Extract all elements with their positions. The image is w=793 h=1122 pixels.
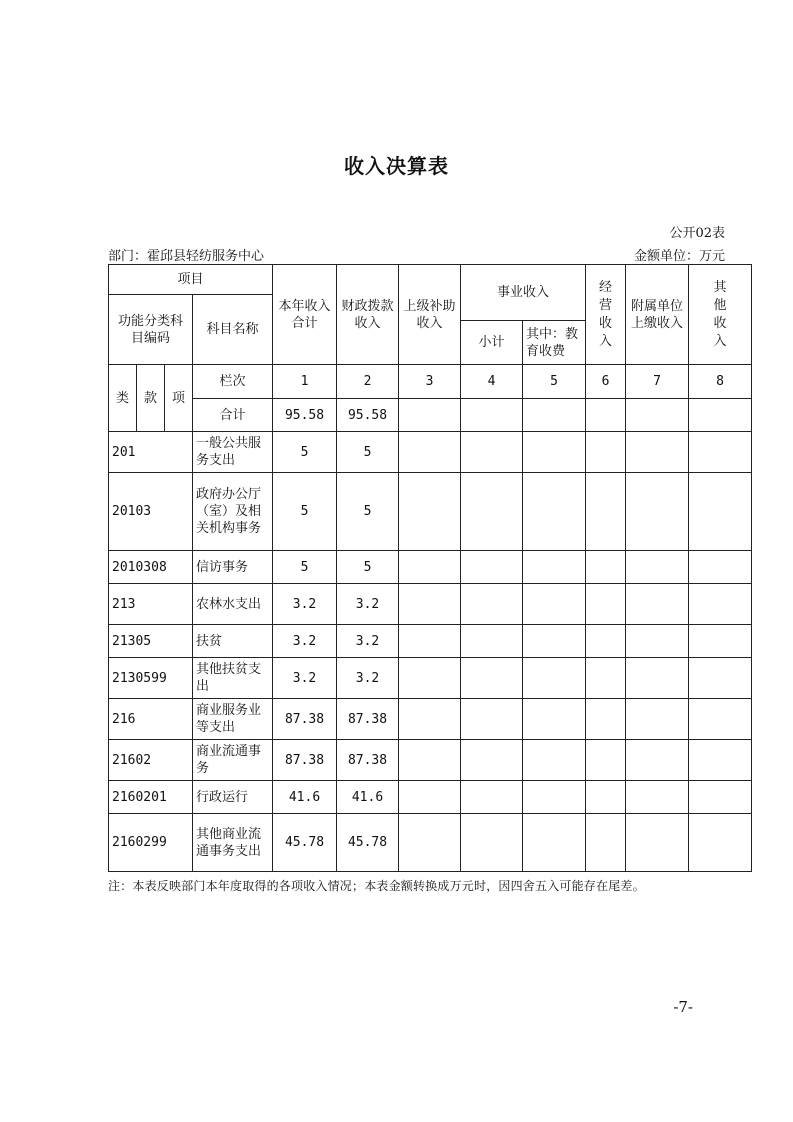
value-cell bbox=[586, 473, 626, 551]
value-cell bbox=[399, 658, 461, 699]
value-cell bbox=[399, 432, 461, 473]
table-row bbox=[109, 658, 752, 699]
total-label: 合计 bbox=[193, 399, 273, 432]
column-number: 5 bbox=[523, 365, 586, 399]
value-cell bbox=[689, 625, 752, 658]
value-cell: 3.2 bbox=[337, 625, 399, 658]
value-cell bbox=[626, 814, 689, 872]
value-cell bbox=[461, 432, 523, 473]
value-cell: 41.6 bbox=[337, 781, 399, 814]
value-cell: 45.78 bbox=[273, 814, 337, 872]
value-cell bbox=[689, 658, 752, 699]
value-cell: 87.38 bbox=[337, 699, 399, 740]
value-cell bbox=[586, 432, 626, 473]
header-kuan: 款 bbox=[137, 365, 165, 432]
value-cell bbox=[626, 473, 689, 551]
subject-name-cell: 商业流通事务 bbox=[193, 740, 273, 781]
column-number: 7 bbox=[626, 365, 689, 399]
value-cell: 5 bbox=[273, 473, 337, 551]
table-row bbox=[109, 551, 752, 584]
value-cell bbox=[523, 781, 586, 814]
table-row bbox=[109, 432, 752, 473]
value-cell bbox=[523, 699, 586, 740]
value-cell: 3.2 bbox=[273, 625, 337, 658]
column-number: 4 bbox=[461, 365, 523, 399]
value-cell bbox=[399, 699, 461, 740]
value-cell bbox=[586, 699, 626, 740]
table-row bbox=[109, 473, 752, 551]
value-cell: 5 bbox=[337, 551, 399, 584]
income-settlement-table bbox=[108, 264, 752, 872]
total-value bbox=[399, 399, 461, 432]
value-cell bbox=[626, 740, 689, 781]
value-cell bbox=[461, 740, 523, 781]
value-cell bbox=[689, 584, 752, 625]
value-cell bbox=[399, 584, 461, 625]
value-cell bbox=[461, 699, 523, 740]
doc-number: 公开02表 bbox=[669, 226, 725, 241]
table-row bbox=[109, 781, 752, 814]
value-cell bbox=[586, 781, 626, 814]
function-code-cell: 20103 bbox=[109, 473, 193, 551]
column-number: 3 bbox=[399, 365, 461, 399]
value-cell: 5 bbox=[273, 551, 337, 584]
subject-name-cell: 行政运行 bbox=[193, 781, 273, 814]
value-cell bbox=[689, 814, 752, 872]
value-cell bbox=[689, 432, 752, 473]
value-cell: 87.38 bbox=[273, 699, 337, 740]
value-cell bbox=[626, 658, 689, 699]
total-value bbox=[523, 399, 586, 432]
value-cell bbox=[523, 740, 586, 781]
value-cell bbox=[399, 473, 461, 551]
column-order-label: 栏次 bbox=[193, 365, 273, 399]
header-xiang: 项 bbox=[165, 365, 193, 432]
value-cell: 87.38 bbox=[337, 740, 399, 781]
value-cell bbox=[523, 814, 586, 872]
value-cell bbox=[399, 740, 461, 781]
page-number: -7- bbox=[673, 998, 693, 1016]
value-cell bbox=[689, 551, 752, 584]
total-value bbox=[689, 399, 752, 432]
value-cell bbox=[399, 625, 461, 658]
value-cell bbox=[626, 432, 689, 473]
value-cell: 45.78 bbox=[337, 814, 399, 872]
value-cell bbox=[523, 584, 586, 625]
value-cell bbox=[586, 584, 626, 625]
subject-name-cell: 其他扶贫支出 bbox=[193, 658, 273, 699]
table-row bbox=[109, 699, 752, 740]
header-total-income: 本年收入合计 bbox=[273, 265, 337, 365]
value-cell bbox=[461, 551, 523, 584]
value-cell bbox=[399, 814, 461, 872]
subject-name-cell: 扶贫 bbox=[193, 625, 273, 658]
header-operating-income: 经营收入 bbox=[586, 265, 626, 365]
table-row bbox=[109, 740, 752, 781]
value-cell bbox=[523, 625, 586, 658]
subject-name-cell: 政府办公厅（室）及相关机构事务 bbox=[193, 473, 273, 551]
function-code-cell: 21602 bbox=[109, 740, 193, 781]
table-row bbox=[109, 584, 752, 625]
value-cell bbox=[586, 740, 626, 781]
total-value bbox=[626, 399, 689, 432]
column-number: 1 bbox=[273, 365, 337, 399]
value-cell: 41.6 bbox=[273, 781, 337, 814]
function-code-cell: 201 bbox=[109, 432, 193, 473]
department-label: 部门：霍邱县轻纺服务中心 bbox=[108, 249, 265, 264]
subject-name-cell: 农林水支出 bbox=[193, 584, 273, 625]
value-cell bbox=[626, 699, 689, 740]
header-fiscal-allocation: 财政拨款收入 bbox=[337, 265, 399, 365]
value-cell: 5 bbox=[337, 432, 399, 473]
value-cell bbox=[586, 625, 626, 658]
value-cell bbox=[689, 473, 752, 551]
total-value bbox=[461, 399, 523, 432]
value-cell bbox=[689, 699, 752, 740]
column-number: 8 bbox=[689, 365, 752, 399]
value-cell bbox=[399, 781, 461, 814]
value-cell bbox=[626, 625, 689, 658]
header-other-income: 其他收入 bbox=[689, 265, 752, 365]
value-cell bbox=[461, 584, 523, 625]
value-cell: 87.38 bbox=[273, 740, 337, 781]
function-code-cell: 2130599 bbox=[109, 658, 193, 699]
value-cell: 3.2 bbox=[337, 584, 399, 625]
value-cell bbox=[626, 781, 689, 814]
header-education-fee: 其中：教育收费 bbox=[523, 321, 586, 365]
header-subject-name: 科目名称 bbox=[193, 295, 273, 365]
column-number: 6 bbox=[586, 365, 626, 399]
subject-name-cell: 商业服务业等支出 bbox=[193, 699, 273, 740]
function-code-cell: 21305 bbox=[109, 625, 193, 658]
header-item: 项目 bbox=[109, 265, 273, 295]
subject-name-cell: 一般公共服务支出 bbox=[193, 432, 273, 473]
total-value: 95.58 bbox=[273, 399, 337, 432]
value-cell bbox=[586, 551, 626, 584]
value-cell: 3.2 bbox=[273, 584, 337, 625]
value-cell bbox=[523, 658, 586, 699]
amount-unit-label: 金额单位：万元 bbox=[633, 249, 725, 264]
table-row bbox=[109, 625, 752, 658]
value-cell: 5 bbox=[337, 473, 399, 551]
function-code-cell: 213 bbox=[109, 584, 193, 625]
total-value: 95.58 bbox=[337, 399, 399, 432]
total-value bbox=[586, 399, 626, 432]
subject-name-cell: 信访事务 bbox=[193, 551, 273, 584]
table-row bbox=[109, 814, 752, 872]
header-subtotal: 小计 bbox=[461, 321, 523, 365]
header-lei: 类 bbox=[109, 365, 137, 432]
value-cell: 3.2 bbox=[337, 658, 399, 699]
value-cell bbox=[689, 740, 752, 781]
footnote: 注：本表反映部门本年度取得的各项收入情况；本表金额转换成万元时，因四舍五入可能存在尾差。 bbox=[108, 879, 645, 893]
value-cell bbox=[626, 551, 689, 584]
subject-name-cell: 其他商业流通事务支出 bbox=[193, 814, 273, 872]
value-cell bbox=[523, 551, 586, 584]
function-code-cell: 2160299 bbox=[109, 814, 193, 872]
value-cell: 5 bbox=[273, 432, 337, 473]
header-function-code: 功能分类科目编码 bbox=[109, 295, 193, 365]
value-cell bbox=[626, 584, 689, 625]
page-title: 收入决算表 bbox=[344, 154, 449, 178]
function-code-cell: 2160201 bbox=[109, 781, 193, 814]
value-cell bbox=[586, 658, 626, 699]
value-cell bbox=[461, 781, 523, 814]
value-cell bbox=[461, 625, 523, 658]
header-superior-subsidy: 上级补助收入 bbox=[399, 265, 461, 365]
value-cell bbox=[523, 432, 586, 473]
value-cell bbox=[461, 473, 523, 551]
header-affiliated-income: 附属单位上缴收入 bbox=[626, 265, 689, 365]
value-cell bbox=[586, 814, 626, 872]
value-cell: 3.2 bbox=[273, 658, 337, 699]
function-code-cell: 216 bbox=[109, 699, 193, 740]
value-cell bbox=[689, 781, 752, 814]
header-business-income: 事业收入 bbox=[461, 265, 586, 321]
function-code-cell: 2010308 bbox=[109, 551, 193, 584]
value-cell bbox=[461, 658, 523, 699]
value-cell bbox=[461, 814, 523, 872]
value-cell bbox=[523, 473, 586, 551]
value-cell bbox=[399, 551, 461, 584]
column-number: 2 bbox=[337, 365, 399, 399]
